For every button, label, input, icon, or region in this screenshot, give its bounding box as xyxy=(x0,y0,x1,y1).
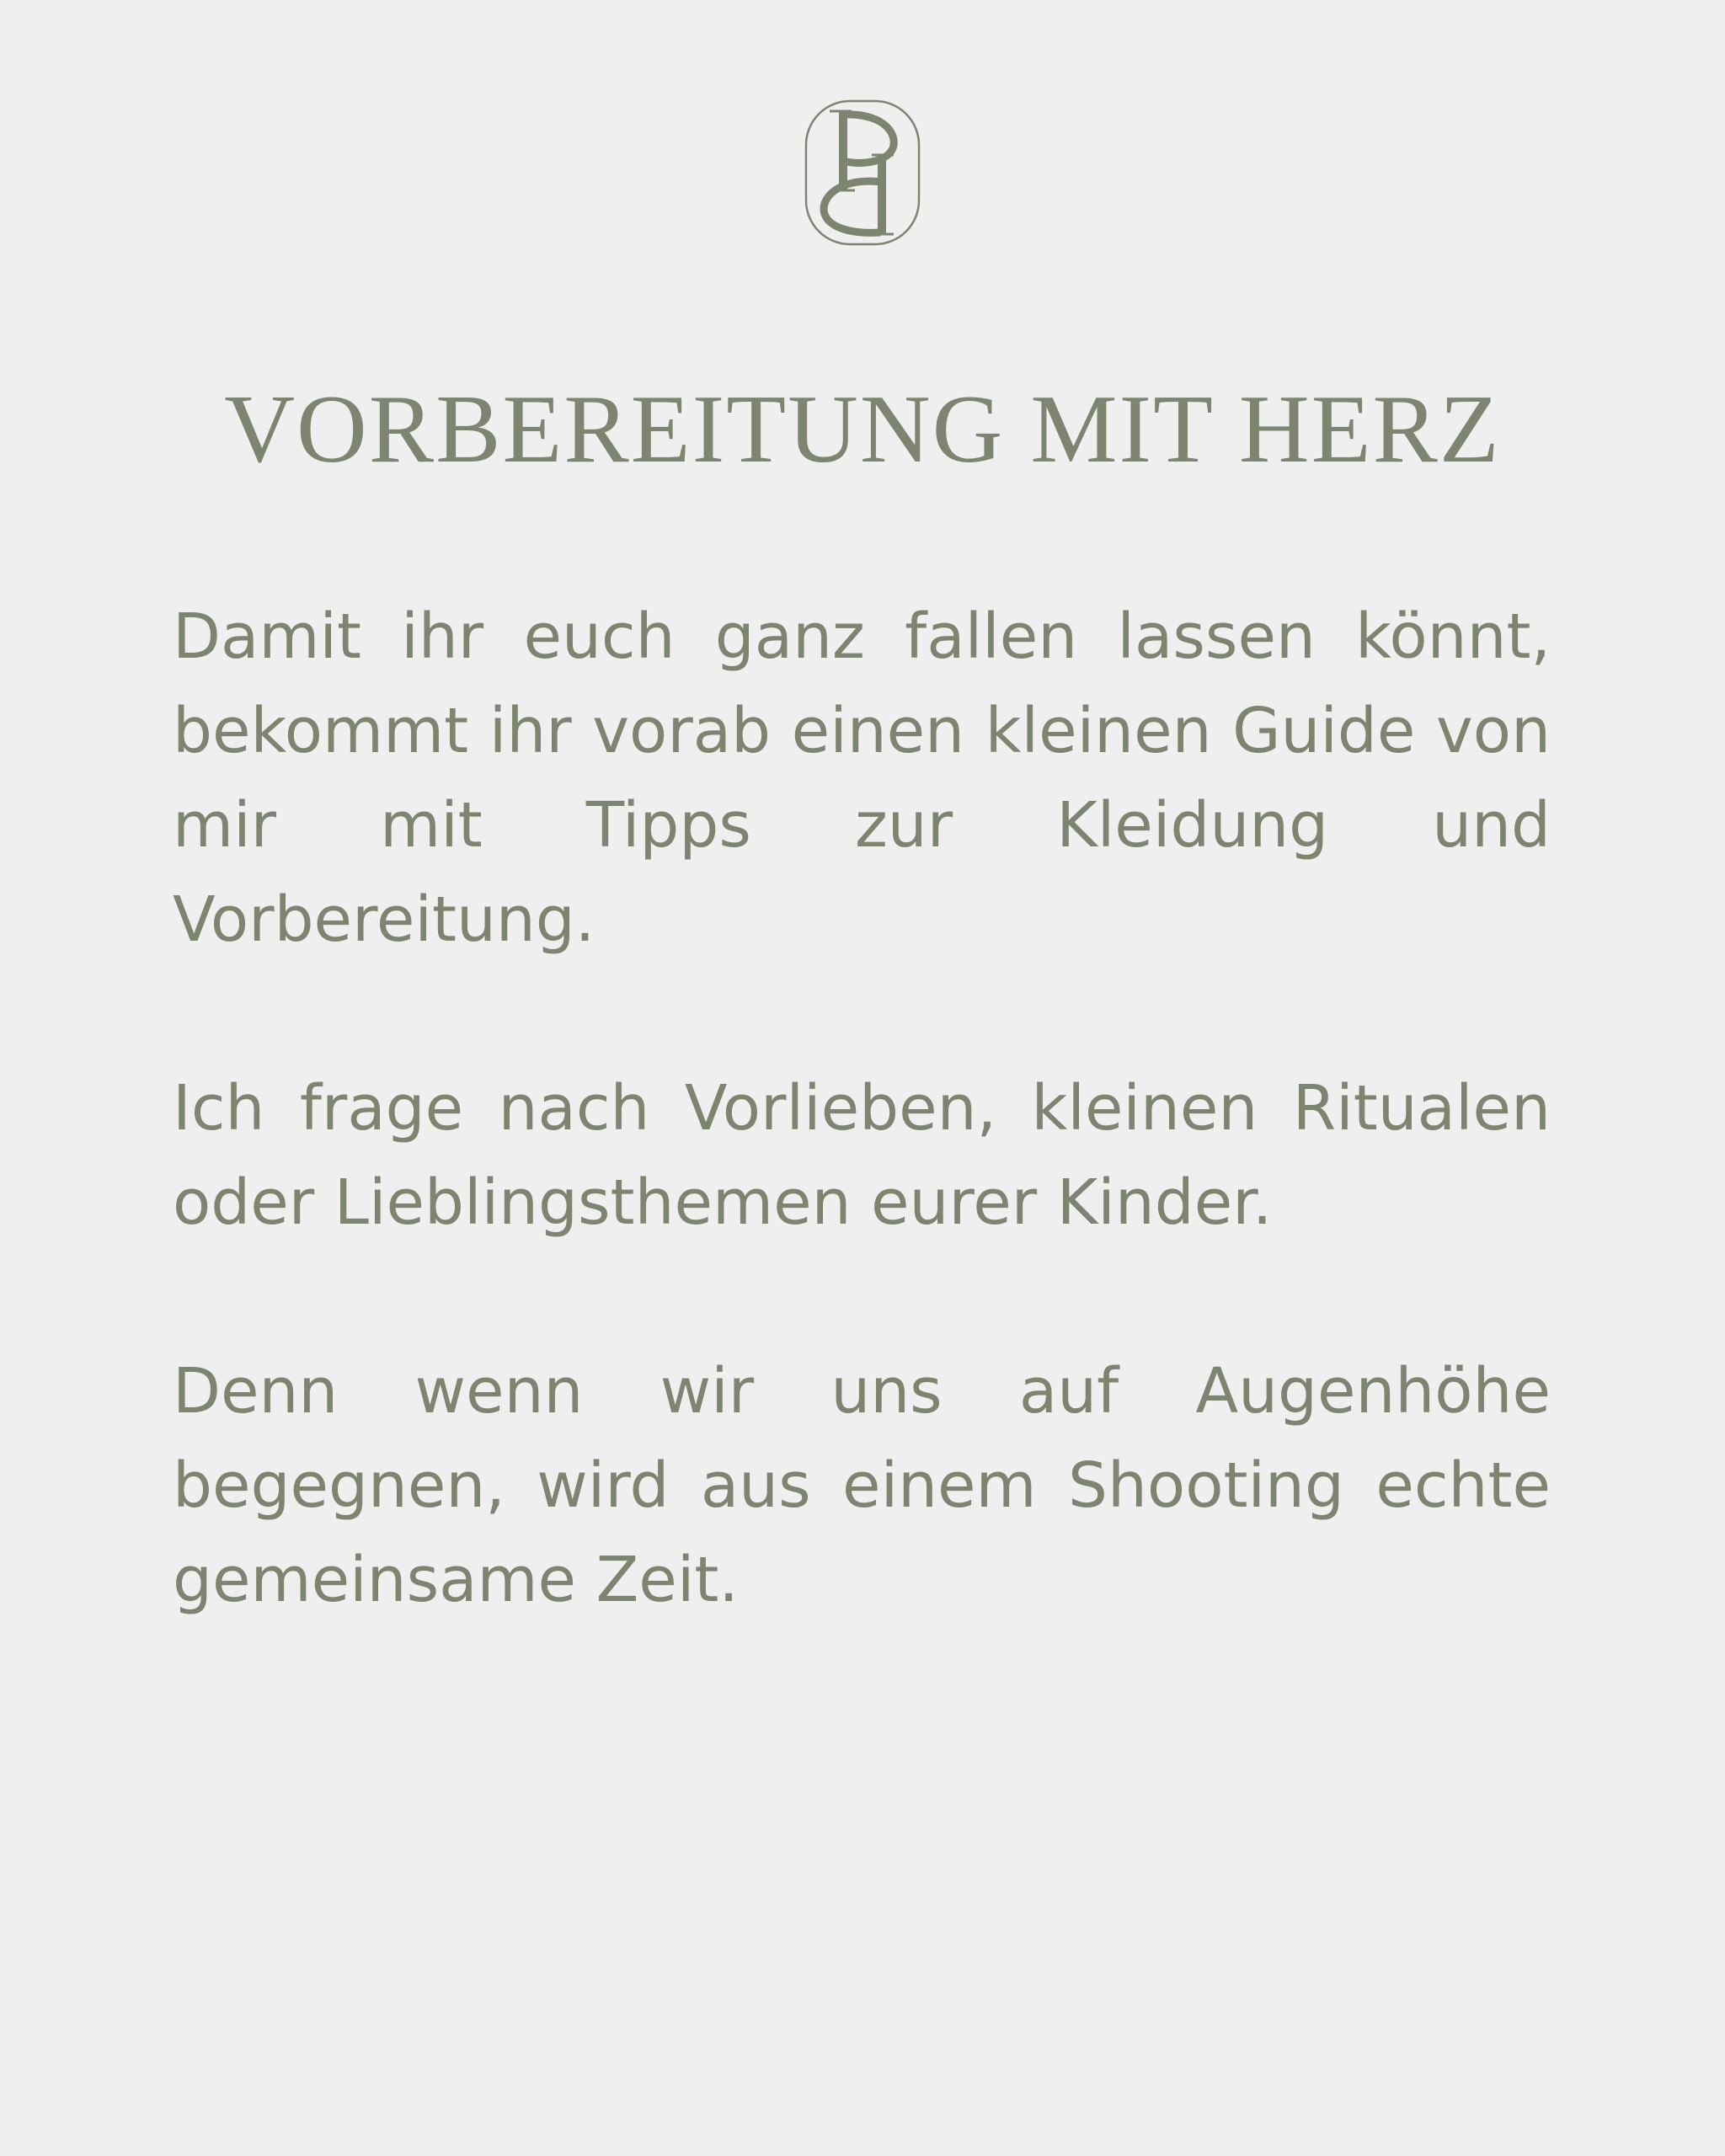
paragraph-preferences: Ich frage nach Vorlieben, kleinen Ritualen oder Lieblingsthemen eurer Kinder. xyxy=(173,1072,1551,1239)
pd-monogram-icon xyxy=(804,99,921,246)
body-text xyxy=(173,590,1551,1627)
paragraph-together: Denn wenn wir uns auf Augenhöhe begegnen, wird aus einem Shooting echte gemeinsame Zeit. xyxy=(173,1355,1551,1616)
page-title: VORBEREITUNG MIT HERZ xyxy=(224,376,1501,483)
paragraph-guide: Damit ihr euch ganz fallen lassen könnt, bekommt ihr vorab einen kleinen Guide von mir mit Tipps zur Kleidung und Vorbereitung. xyxy=(173,600,1551,956)
